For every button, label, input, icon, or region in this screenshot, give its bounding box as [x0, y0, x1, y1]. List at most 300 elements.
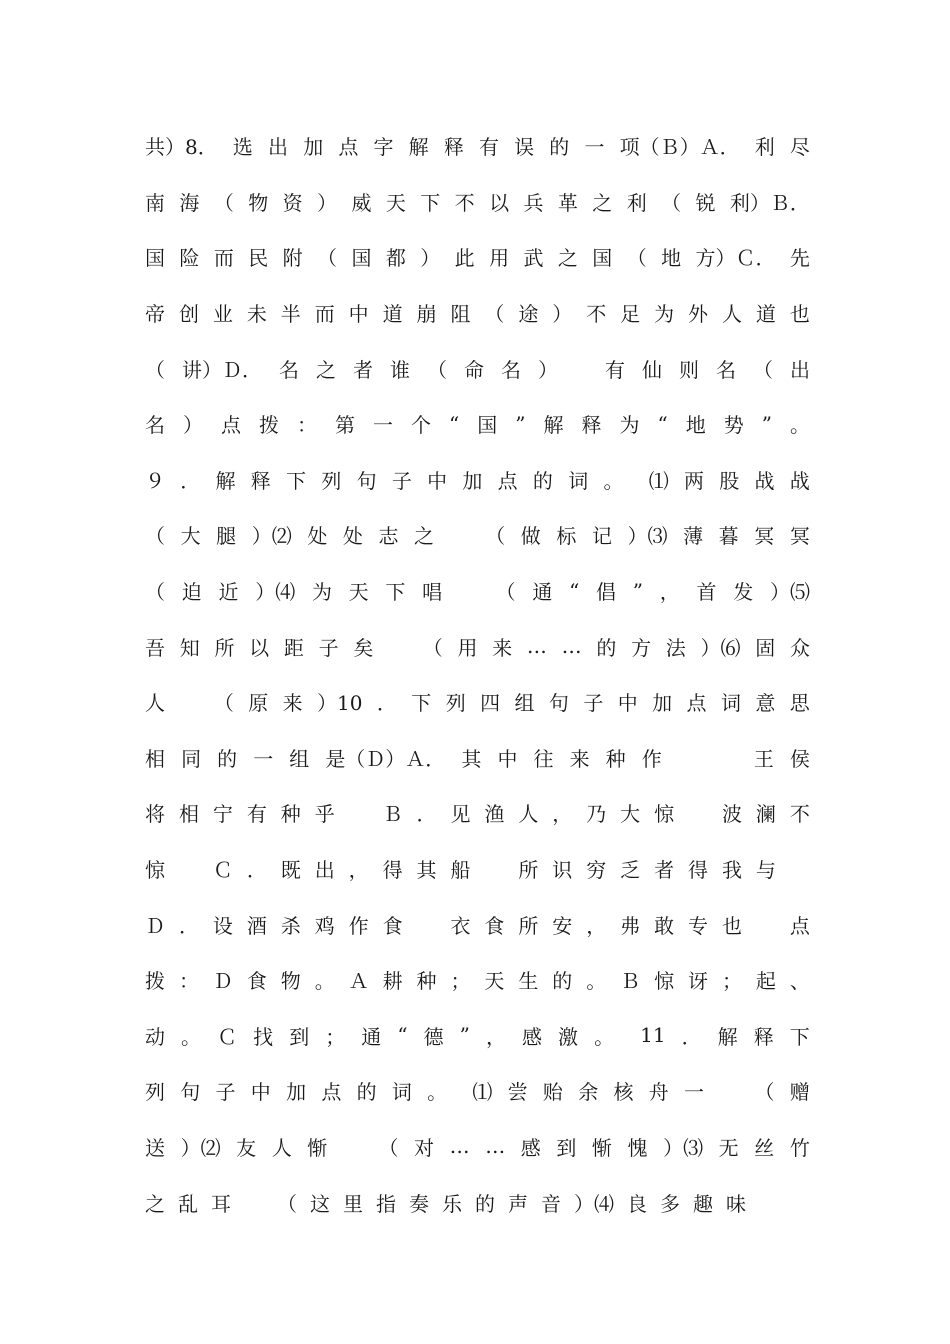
text-token: （ — [753, 357, 773, 382]
text-token: ） — [183, 413, 203, 438]
text-token: 下 — [411, 691, 432, 716]
text-token: 误 — [514, 135, 535, 160]
text-token: 此 — [454, 246, 475, 271]
text-token: 暮 — [718, 524, 739, 549]
text-token: 的 — [532, 468, 553, 493]
text-token: 词 — [720, 691, 741, 716]
text-line — [145, 841, 810, 897]
text-token: 这 — [310, 1191, 330, 1216]
text-token: 所 — [518, 858, 539, 883]
text-token: 原 — [248, 691, 269, 716]
text-token: 之 — [316, 357, 336, 382]
text-token: 组 — [514, 691, 535, 716]
text-token: 仙 — [642, 357, 662, 382]
text-token: ） — [317, 190, 338, 215]
text-token: 天 — [348, 580, 369, 605]
text-token: 中 — [427, 468, 448, 493]
text-token: 来 — [282, 691, 303, 716]
text-token: 战 — [754, 468, 775, 493]
text-token: 澜 — [755, 802, 776, 827]
text-token: 一 — [683, 1080, 704, 1105]
text-token: 句 — [180, 1080, 201, 1105]
text-token: 国 — [592, 246, 613, 271]
text-token: （ — [661, 190, 682, 215]
text-token: 作 — [641, 746, 662, 771]
text-token: 列 — [445, 691, 466, 716]
text-token: 大 — [620, 802, 641, 827]
text-token: （ — [277, 1191, 297, 1216]
text-token: ， — [586, 913, 607, 938]
text-token: 乏 — [620, 858, 641, 883]
text-token: 释 — [753, 1024, 774, 1049]
text-token: 中 — [497, 746, 518, 771]
text-token: 者 — [353, 357, 373, 382]
text-token: 专 — [688, 913, 708, 938]
text-token: ， — [348, 858, 369, 883]
text-token: 的 — [475, 1191, 495, 1216]
text-token: 解 — [215, 468, 236, 493]
text-token: ” — [632, 578, 644, 603]
text-token: 乐 — [442, 1191, 462, 1216]
text-token: 子 — [583, 691, 604, 716]
text-token: ⑴ — [472, 1080, 493, 1105]
text-token: 激 — [558, 1024, 579, 1049]
text-token: 侯 — [789, 746, 810, 771]
text-token: 解 — [717, 1024, 738, 1049]
text-token: ）⑹ — [700, 635, 741, 660]
text-token: 敢 — [654, 913, 675, 938]
text-token: 道 — [755, 302, 776, 327]
text-token: 生 — [518, 969, 539, 994]
text-token: 加 — [286, 1080, 307, 1105]
text-token: … — [485, 1134, 506, 1159]
text-token: 竹 — [789, 1135, 810, 1160]
text-token — [484, 854, 504, 883]
text-token: 惊 — [654, 802, 675, 827]
text-token: 也 — [789, 302, 810, 327]
text-token: 不 — [454, 190, 475, 215]
text-token: 我 — [721, 858, 742, 883]
text-token: 食 — [382, 913, 403, 938]
text-token: 。 — [594, 1024, 625, 1049]
text-token: 迫 — [181, 580, 202, 605]
text-token: 惭 — [307, 1135, 328, 1160]
text-token: 命 — [464, 357, 484, 382]
text-token: 贻 — [542, 1080, 563, 1105]
text-token: 王 — [753, 746, 774, 771]
text-token: 奏 — [409, 1191, 429, 1216]
text-line — [145, 229, 810, 285]
text-token: 冥 — [789, 524, 810, 549]
text-token: 有 — [605, 357, 625, 382]
text-token: （ — [213, 190, 234, 215]
text-line — [145, 1008, 810, 1064]
text-token: ）⑶ — [663, 1135, 704, 1160]
text-line — [145, 785, 810, 841]
text-token: 的 — [596, 635, 617, 660]
text-token: 对 — [414, 1135, 435, 1160]
text-token: 出 — [268, 135, 289, 160]
text-token: 船 — [450, 858, 471, 883]
text-token: 民 — [248, 246, 269, 271]
text-token: 名 — [145, 413, 165, 438]
text-token: 字 — [373, 135, 394, 160]
text-token: 的 — [552, 969, 573, 994]
text-token: 记 — [591, 524, 612, 549]
text-token: 音 — [541, 1191, 561, 1216]
text-line — [145, 618, 810, 674]
text-token: 的 — [356, 1080, 377, 1105]
text-token: 名 — [279, 357, 299, 382]
text-token: 地 — [685, 413, 706, 438]
text-token: 知 — [179, 635, 200, 660]
text-token: 舟 — [648, 1080, 669, 1105]
text-token: 释 — [250, 468, 271, 493]
text-token: 资 — [282, 190, 303, 215]
text-line — [145, 952, 810, 1008]
text-token: 为 — [654, 302, 675, 327]
text-token: ； — [325, 1024, 346, 1049]
text-token: 加 — [303, 135, 324, 160]
text-token: 威 — [351, 190, 372, 215]
text-token: ； — [721, 969, 742, 994]
text-token: “ — [657, 411, 668, 436]
text-token: 之 — [414, 524, 435, 549]
text-token: 11 — [640, 1023, 666, 1048]
text-token: （ — [317, 246, 338, 271]
text-token: 子 — [215, 1080, 236, 1105]
text-token: 鸡 — [314, 913, 335, 938]
text-token: 无 — [718, 1135, 739, 1160]
text-token: 薄 — [683, 524, 704, 549]
text-token: 一 — [584, 135, 605, 160]
text-token: 宁 — [212, 802, 233, 827]
text-token: 出 — [314, 858, 335, 883]
text-token: 种 — [605, 746, 626, 771]
text-token — [349, 798, 369, 827]
text-token: 多 — [660, 1191, 680, 1216]
document-text-block — [145, 118, 810, 1230]
text-token: 动 — [145, 1024, 165, 1049]
text-token: 乱 — [178, 1191, 198, 1216]
text-token: 。 — [586, 969, 607, 994]
text-token: 下 — [420, 190, 441, 215]
text-token: 人 — [518, 802, 539, 827]
text-token: 乃 — [586, 802, 607, 827]
text-token: 列 — [145, 1080, 165, 1105]
text-token: 未 — [246, 302, 267, 327]
text-token: ， — [485, 1024, 506, 1049]
text-token: ： — [178, 969, 199, 994]
text-token: 股 — [719, 468, 740, 493]
text-token: 人 — [271, 1135, 292, 1160]
text-token: 人 — [721, 302, 742, 327]
text-token: ” — [459, 1023, 470, 1048]
text-token: 而 — [314, 302, 335, 327]
text-token — [459, 576, 479, 605]
text-token: 唱 — [422, 580, 443, 605]
text-token: ． — [376, 691, 397, 716]
text-token: ． — [246, 858, 267, 883]
text-token: 点 — [321, 1080, 342, 1105]
text-token: ⑴ — [648, 468, 669, 493]
text-token: 赠 — [789, 1080, 810, 1105]
text-token: 而 — [213, 246, 234, 271]
text-token: 法 — [665, 635, 686, 660]
text-token: 险 — [179, 246, 200, 271]
text-token: ． — [178, 913, 199, 938]
text-token: 释 — [581, 413, 602, 438]
text-token — [179, 687, 199, 716]
text-token: 不 — [789, 802, 810, 827]
text-token: （ — [754, 1080, 775, 1105]
text-token: 声 — [508, 1191, 528, 1216]
text-token: （ — [145, 580, 165, 605]
text-token: 列 — [321, 468, 342, 493]
text-token: （ — [485, 524, 506, 549]
text-token: （ — [213, 691, 234, 716]
text-token: 国 — [477, 413, 498, 438]
text-token: 则 — [679, 357, 699, 382]
text-token: 。 — [427, 1080, 458, 1105]
text-token: 作 — [348, 913, 369, 938]
text-token: ， — [552, 802, 573, 827]
text-token: 冥 — [754, 524, 775, 549]
text-line — [145, 340, 810, 396]
text-token: 业 — [212, 302, 233, 327]
text-token: 核 — [613, 1080, 634, 1105]
text-token: ）10 — [317, 691, 363, 716]
text-token: 意 — [755, 691, 776, 716]
text-token: 近 — [218, 580, 239, 605]
text-token: 味 — [726, 1191, 746, 1216]
text-token — [688, 798, 708, 827]
text-token: 首 — [696, 580, 717, 605]
text-token: 外 — [688, 302, 708, 327]
text-line — [145, 896, 810, 952]
text-token: 战 — [789, 468, 810, 493]
text-token: 耕 — [382, 969, 403, 994]
text-token: 解 — [543, 413, 564, 438]
text-token: 武 — [523, 246, 544, 271]
text-line — [145, 1119, 810, 1175]
text-token: 酒 — [246, 913, 267, 938]
text-token: 之 — [592, 190, 613, 215]
text-token — [719, 1076, 739, 1105]
text-token: 有 — [478, 135, 499, 160]
text-token: 送 — [145, 1135, 165, 1160]
text-token: 点 — [497, 468, 518, 493]
text-token: “ — [569, 578, 580, 603]
text-token: 趣 — [693, 1191, 713, 1216]
text-line — [145, 396, 810, 452]
text-token: 点 — [221, 413, 241, 438]
text-token — [756, 910, 776, 939]
text-token: 点 — [338, 135, 359, 160]
text-token: 安 — [552, 913, 573, 938]
text-token: 的 — [549, 135, 570, 160]
text-token: ” — [761, 411, 772, 436]
text-token: Ｄ — [212, 969, 233, 994]
text-token: 附 — [282, 246, 303, 271]
text-token: ）⑵ — [251, 524, 292, 549]
text-token: 愧 — [627, 1135, 648, 1160]
text-token: 通 — [532, 580, 553, 605]
text-token: Ｂ — [620, 969, 641, 994]
text-token: 利 — [754, 135, 775, 160]
text-token: 发 — [733, 580, 754, 605]
text-token: 往 — [533, 746, 554, 771]
text-token: 惭 — [591, 1135, 612, 1160]
text-token: 波 — [721, 802, 742, 827]
text-token: 种 — [280, 802, 301, 827]
text-token: 众 — [789, 635, 810, 660]
text-token: 用 — [489, 246, 510, 271]
text-token: 有 — [246, 802, 267, 827]
text-token: 帝 — [145, 302, 165, 327]
text-token: 惊 — [145, 858, 165, 883]
text-token: 解 — [408, 135, 429, 160]
text-token: 找 — [253, 1024, 274, 1049]
text-token — [450, 520, 470, 549]
text-token: … — [449, 1134, 470, 1159]
text-token: 余 — [578, 1080, 599, 1105]
text-token: 食 — [484, 913, 505, 938]
text-token — [343, 1132, 363, 1161]
text-token: ）⑸ — [769, 580, 810, 605]
text-token: 设 — [212, 913, 233, 938]
text-token: 都 — [385, 246, 406, 271]
text-token: 第 — [335, 413, 355, 438]
text-token: 利 — [626, 190, 647, 215]
text-token: 处 — [342, 524, 363, 549]
text-token: 以 — [249, 635, 270, 660]
text-token: 德 — [423, 1024, 444, 1049]
text-token: 讲）Ｄ． — [182, 357, 262, 382]
text-line — [145, 285, 810, 341]
text-token: （ — [422, 635, 443, 660]
text-token: 既 — [280, 858, 301, 883]
text-token: 名 — [501, 357, 521, 382]
text-token: 、 — [789, 969, 810, 994]
text-token: Ｃ — [212, 858, 233, 883]
text-token: 先 — [789, 246, 810, 271]
text-token: 其 — [416, 858, 437, 883]
text-token — [244, 1188, 264, 1217]
text-token: ） — [420, 246, 441, 271]
text-token: ， — [659, 580, 680, 605]
text-token: 得 — [688, 858, 708, 883]
text-token: 良 — [627, 1191, 647, 1216]
text-token: 与 — [755, 858, 776, 883]
text-token: （ — [378, 1135, 399, 1160]
text-token: 点 — [686, 691, 707, 716]
text-token: 半 — [280, 302, 301, 327]
text-line — [145, 563, 810, 619]
text-token: 是（Ｄ）Ａ． — [325, 746, 446, 771]
text-token: 相 — [178, 802, 199, 827]
text-token: 方 — [631, 635, 652, 660]
text-token: 得 — [382, 858, 403, 883]
text-token: 拨 — [259, 413, 279, 438]
text-token: 下 — [789, 1024, 810, 1049]
text-token: 名 — [716, 357, 736, 382]
text-token: 创 — [178, 302, 199, 327]
text-token: 国 — [351, 246, 372, 271]
text-token: 物 — [248, 190, 269, 215]
text-token: … — [561, 634, 582, 659]
text-token: 尽 — [789, 135, 810, 160]
text-token: ： — [297, 413, 317, 438]
text-line — [145, 1063, 810, 1119]
text-token: ）⑷ — [255, 580, 296, 605]
text-token: 子 — [391, 468, 412, 493]
text-token: 之 — [145, 1191, 165, 1216]
text-token: 共）8． — [145, 135, 218, 160]
text-token: 食 — [246, 969, 267, 994]
text-token: 穷 — [586, 858, 607, 883]
text-token: 里 — [343, 1191, 363, 1216]
text-token: 下 — [286, 468, 307, 493]
text-token: 拨 — [145, 969, 165, 994]
text-token: 势 — [723, 413, 744, 438]
text-token: 做 — [520, 524, 541, 549]
text-token: 者 — [654, 858, 675, 883]
text-token: 起 — [755, 969, 776, 994]
text-token: 丝 — [754, 1135, 775, 1160]
text-token — [179, 854, 199, 883]
text-token: 子 — [318, 635, 339, 660]
text-token: 弗 — [620, 913, 641, 938]
text-token: 下 — [385, 580, 406, 605]
text-token: 标 — [556, 524, 577, 549]
text-token: 将 — [145, 802, 165, 827]
text-token: 方）Ｃ． — [695, 246, 776, 271]
text-token: ９ — [145, 468, 165, 493]
text-token: （ — [495, 580, 516, 605]
text-token: 利）Ｂ． — [729, 190, 810, 215]
text-line — [145, 174, 810, 230]
text-token: 来 — [569, 746, 590, 771]
text-token: 不 — [586, 302, 607, 327]
text-token: ） — [538, 357, 588, 382]
text-token: 衣 — [450, 913, 471, 938]
text-token: 尝 — [507, 1080, 528, 1105]
text-token: 兵 — [523, 190, 544, 215]
text-token: 到 — [289, 1024, 310, 1049]
text-token: 杀 — [280, 913, 301, 938]
text-token: （ — [145, 357, 165, 382]
text-token: 项（Ｂ）Ａ． — [619, 135, 740, 160]
text-token: （ — [484, 302, 505, 327]
text-line — [145, 1174, 810, 1230]
text-token: 出 — [790, 357, 810, 382]
text-token: Ｂ — [382, 802, 403, 827]
text-token: “ — [397, 1023, 408, 1048]
text-token: 其 — [461, 746, 482, 771]
text-token: 海 — [179, 190, 200, 215]
text-token: 种 — [416, 969, 437, 994]
text-token: 吾 — [145, 635, 165, 660]
text-token: 固 — [755, 635, 776, 660]
text-token: 腿 — [216, 524, 237, 549]
text-token: 中 — [348, 302, 369, 327]
text-token: 个 — [411, 413, 431, 438]
text-token: 矣 — [353, 635, 374, 660]
text-token: 惊 — [654, 969, 675, 994]
text-token: 为 — [311, 580, 332, 605]
text-token: 。 — [314, 969, 335, 994]
